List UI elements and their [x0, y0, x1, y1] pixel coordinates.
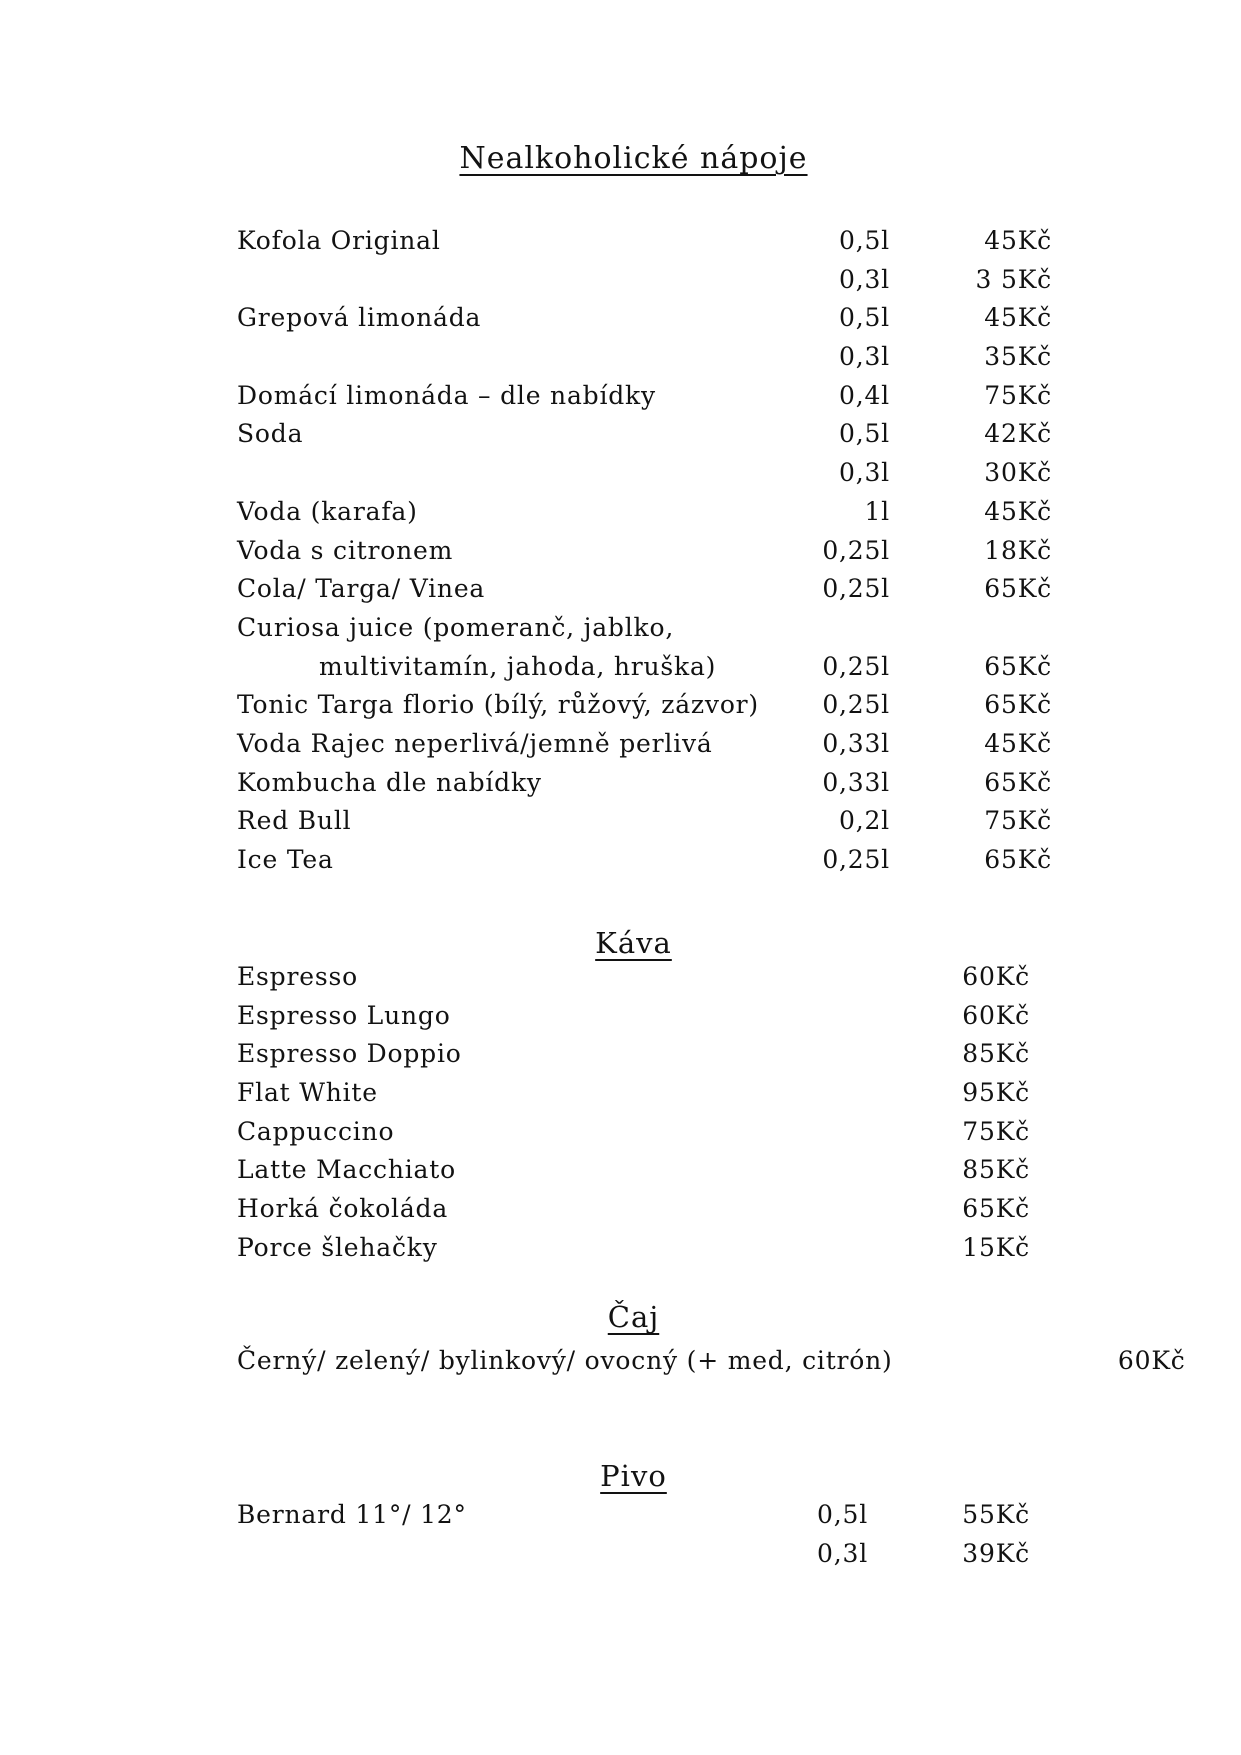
item-name: Espresso: [237, 962, 358, 991]
item-volume: 0,5l: [839, 303, 890, 333]
section-title-beer: [237, 1455, 1030, 1497]
item-price: 30Kč: [984, 458, 1052, 488]
menu-row-curiosa-line2: [237, 648, 1052, 687]
menu-row-voda-rajec: [237, 725, 1052, 764]
item-name: Voda Rajec neperlivá/jemně perlivá: [237, 728, 713, 758]
item-volume: 0,3l: [817, 1538, 868, 1568]
item-price: 39Kč: [962, 1538, 1030, 1568]
menu-row-horka-cokolada: [237, 1190, 1030, 1229]
item-volume: 0,4l: [839, 380, 890, 410]
menu-row-red-bull: [237, 802, 1052, 841]
item-volume: 0,2l: [839, 806, 890, 836]
item-volume: 0,5l: [839, 226, 890, 255]
item-name: Černý/ zelený/ bylinkový/ ovocný (+ med, citrón): [237, 1346, 893, 1375]
item-volume: 1l: [864, 496, 890, 526]
item-volume: 0,3l: [839, 342, 890, 372]
item-price: 3 5Kč: [975, 264, 1052, 294]
item-price: 65Kč: [962, 1194, 1030, 1224]
item-price: 75Kč: [962, 1116, 1030, 1146]
item-volume: 0,25l: [822, 535, 890, 565]
menu-row-espresso-lungo: [237, 997, 1030, 1036]
menu-row-porce-slehacky: [237, 1229, 1030, 1268]
section-title-beer-text: Pivo: [600, 1459, 667, 1493]
item-price: 35Kč: [984, 342, 1052, 372]
item-price: 65Kč: [984, 767, 1052, 797]
menu-row-kofola: [237, 222, 1052, 261]
item-volume: 0,33l: [822, 767, 890, 797]
section-title-coffee-text: Káva: [595, 926, 672, 960]
section-title-tea-text: Čaj: [607, 1300, 660, 1334]
item-name: Voda s citronem: [237, 535, 454, 565]
beer-rows: [237, 1496, 1030, 1573]
item-name: Latte Macchiato: [237, 1155, 456, 1185]
item-volume: 0,33l: [822, 728, 890, 758]
menu-row-grep-limonada-small: [237, 338, 1052, 377]
item-price: 65Kč: [984, 690, 1052, 720]
menu-row-espresso: [237, 958, 1030, 997]
item-price: 15Kč: [962, 1232, 1030, 1262]
item-price: 65Kč: [984, 845, 1052, 874]
menu-row-domaci-limonada: [237, 377, 1052, 416]
item-price: 45Kč: [984, 728, 1052, 758]
item-name: multivitamín, jahoda, hruška): [319, 651, 717, 681]
item-name: Ice Tea: [237, 845, 334, 874]
item-price: 75Kč: [984, 806, 1052, 836]
item-price: 85Kč: [962, 1155, 1030, 1185]
menu-row-tea: [237, 1342, 1186, 1381]
item-name: Cola/ Targa/ Vinea: [237, 574, 486, 604]
item-name: Grepová limonáda: [237, 303, 482, 333]
item-volume: 0,25l: [822, 690, 890, 720]
menu-row-espresso-doppio: [237, 1035, 1030, 1074]
item-name: Kombucha dle nabídky: [237, 767, 542, 797]
item-price: 18Kč: [984, 535, 1052, 565]
item-volume: 0,5l: [817, 1500, 868, 1529]
menu-row-kombucha: [237, 764, 1052, 803]
menu-row-voda-karafa: [237, 493, 1052, 532]
menu-row-soda-small: [237, 454, 1052, 493]
item-name: Flat White: [237, 1078, 378, 1108]
item-price: 85Kč: [962, 1039, 1030, 1069]
menu-row-flat-white: [237, 1074, 1030, 1113]
item-price: 60Kč: [962, 1000, 1030, 1030]
item-volume: 0,25l: [822, 845, 890, 874]
item-volume: 0,25l: [822, 574, 890, 604]
menu-row-cola-targa-vinea: [237, 570, 1052, 609]
item-price: 60Kč: [1117, 1346, 1186, 1375]
menu-row-soda: [237, 415, 1052, 454]
item-name: Red Bull: [237, 806, 352, 836]
item-name: Bernard 11°/ 12°: [237, 1500, 467, 1529]
item-volume: 0,25l: [822, 651, 890, 681]
item-price: 65Kč: [984, 574, 1052, 604]
item-price: 55Kč: [962, 1500, 1030, 1529]
section-title-nonalcoholic-text: Nealkoholické nápoje: [459, 141, 808, 176]
item-name: Cappuccino: [237, 1116, 395, 1146]
item-name: Porce šlehačky: [237, 1232, 438, 1262]
item-price: 45Kč: [984, 226, 1052, 255]
menu-row-ice-tea: [237, 841, 1052, 880]
menu-row-bernard: [237, 1496, 1030, 1535]
nonalcoholic-rows: [237, 222, 1052, 880]
item-volume: 0,3l: [839, 458, 890, 488]
item-name: Espresso Lungo: [237, 1000, 451, 1030]
item-name: Voda (karafa): [237, 496, 418, 526]
section-title-nonalcoholic: [237, 138, 1030, 180]
item-name: Curiosa juice (pomeranč, jablko,: [237, 612, 675, 642]
item-volume: 0,5l: [839, 419, 890, 449]
coffee-rows: [237, 958, 1030, 1268]
item-price: 75Kč: [984, 380, 1052, 410]
item-name: Tonic Targa florio (bílý, růžový, zázvor): [237, 690, 759, 720]
item-price: 60Kč: [962, 962, 1030, 991]
item-price: 45Kč: [984, 303, 1052, 333]
menu-row-tonic-targa: [237, 686, 1052, 725]
item-price: 95Kč: [962, 1078, 1030, 1108]
item-name: Espresso Doppio: [237, 1039, 462, 1069]
tea-rows: [237, 1342, 1186, 1381]
menu-row-voda-citron: [237, 532, 1052, 571]
menu-row-curiosa-line1: [237, 609, 1052, 648]
item-price: 42Kč: [984, 419, 1052, 449]
item-name: Horká čokoláda: [237, 1194, 449, 1224]
menu-row-latte-macchiato: [237, 1151, 1030, 1190]
item-name: Soda: [237, 419, 304, 449]
item-name: Kofola Original: [237, 226, 441, 255]
item-price: 65Kč: [984, 651, 1052, 681]
item-price: 45Kč: [984, 496, 1052, 526]
item-name: Domácí limonáda – dle nabídky: [237, 380, 656, 410]
section-title-tea: [237, 1296, 1030, 1338]
menu-row-grep-limonada: [237, 299, 1052, 338]
menu-row-kofola-small: [237, 261, 1052, 300]
item-volume: 0,3l: [839, 264, 890, 294]
menu-row-bernard-small: [237, 1535, 1030, 1574]
menu-row-cappuccino: [237, 1113, 1030, 1152]
